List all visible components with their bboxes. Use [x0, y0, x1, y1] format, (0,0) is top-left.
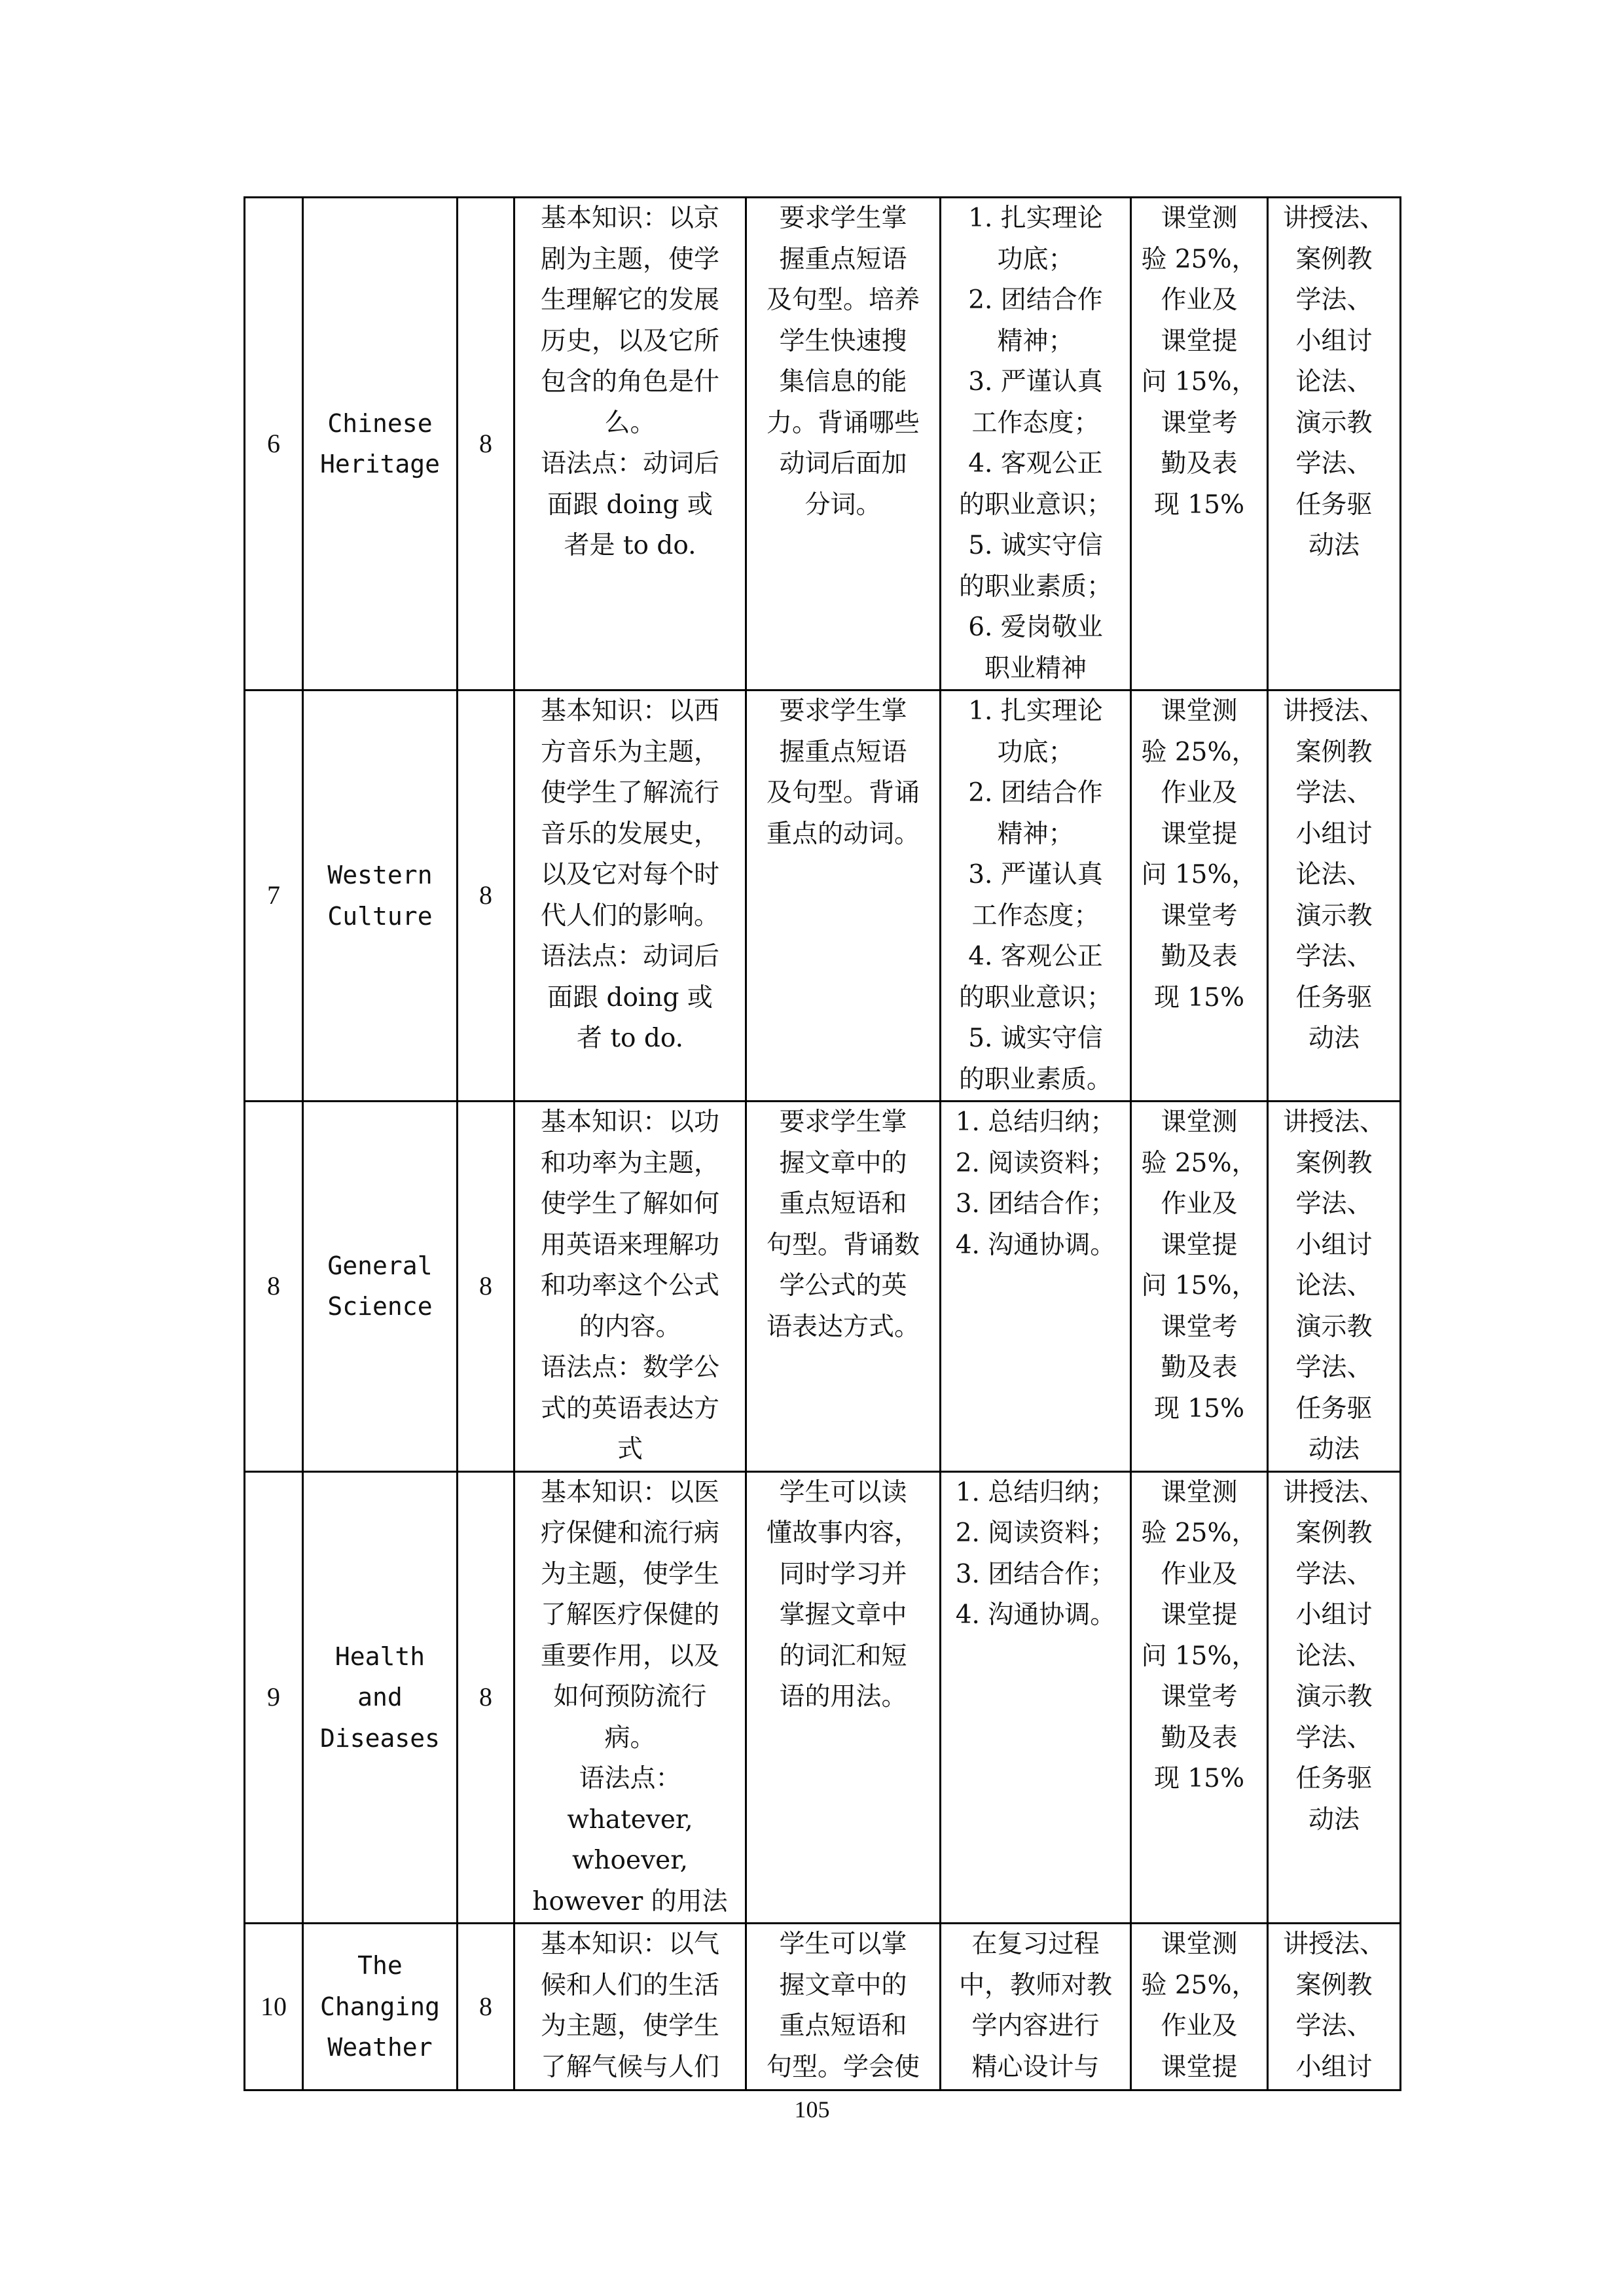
cell-text-line: whatever,: [567, 1804, 693, 1835]
cell-text-line: 了解医疗保健的: [540, 1600, 719, 1630]
cell-text-line: 案例教: [1295, 737, 1373, 767]
cell-text-line: 验 25%，: [1141, 1148, 1257, 1178]
cell-text-line: 课堂测: [1161, 1929, 1238, 1959]
cell-text-line: 动法: [1308, 531, 1360, 560]
content-cell: [514, 1471, 746, 1924]
cell-text-line: 任务驱: [1295, 1393, 1373, 1424]
cell-text-line: 为主题，使学生: [540, 2011, 719, 2041]
cell-text-line: 握重点短语: [779, 737, 907, 767]
cell-text-line: 论法、: [1295, 1271, 1373, 1300]
cell-text-line: 课堂考: [1161, 901, 1238, 931]
cell-text-line: 如何预防流行: [553, 1682, 707, 1712]
cell-text-line: 面跟 doing 或: [547, 982, 713, 1013]
cell-text-line: 3. 严谨认真: [968, 367, 1103, 397]
cell-text-line: The: [357, 1951, 403, 1981]
cell-text-line: 论法、: [1295, 860, 1373, 889]
cell-text-line: 及句型。培养: [766, 285, 920, 315]
unit-title-cell: [303, 1471, 458, 1924]
cell-text-line: 4. 沟通协调。: [955, 1230, 1116, 1260]
cell-text-line: 历史，以及它所: [540, 326, 719, 356]
cell-text: 9: [267, 1682, 280, 1712]
cell-text-line: 精心设计与: [971, 2052, 1100, 2082]
cell-text-line: 的内容。: [579, 1312, 681, 1342]
cell-text-line: 问 15%，: [1141, 1641, 1257, 1671]
cell-text-line: 音乐的发展史，: [540, 819, 719, 849]
cell-text-line: 剧为主题，使学: [540, 244, 719, 274]
cell-text-line: 验 25%，: [1141, 1970, 1257, 2000]
cell-text-line: 案例教: [1295, 1518, 1373, 1548]
cell-text-line: 候和人们的生活: [540, 1970, 719, 2000]
cell-text-line: 学法、: [1295, 942, 1373, 971]
cell-text-line: 演示教: [1295, 408, 1373, 438]
cell-text: 10: [261, 1991, 287, 2021]
cell-text-line: Changing: [319, 1992, 441, 2021]
unit-title-cell: [303, 691, 458, 1102]
cell-text-line: 勤及表: [1161, 1353, 1238, 1382]
cell-text-line: 要求学生掌: [779, 696, 907, 726]
cell-text-line: 演示教: [1295, 1682, 1373, 1712]
cell-text: 8: [479, 1682, 492, 1712]
unit-number-cell: [245, 691, 303, 1102]
hours-cell: [458, 198, 514, 691]
cell-text-line: General: [327, 1251, 433, 1280]
cell-text-line: 4. 客观公正: [968, 942, 1103, 971]
requirements-cell: [746, 1471, 941, 1924]
cell-text-line: 重要作用，以及: [540, 1641, 719, 1671]
unit-number-cell: [245, 1102, 303, 1472]
unit-title-cell: [303, 198, 458, 691]
cell-text-line: 和功率为主题，: [540, 1148, 719, 1178]
cell-text-line: 的职业意识；: [958, 490, 1112, 520]
cell-text-line: 5. 诚实守信: [968, 1024, 1103, 1053]
cell-text-line: 课堂考: [1161, 408, 1238, 438]
cell-text-line: 课堂提: [1161, 819, 1238, 849]
cell-text-line: 1. 扎实理论: [968, 696, 1103, 726]
assessment-cell: [1131, 1102, 1268, 1472]
hours-cell: [458, 1471, 514, 1924]
cell-text-line: 工作态度；: [971, 901, 1100, 931]
cell-text-line: 小组讨: [1295, 326, 1373, 356]
assessment-cell: [1131, 1924, 1268, 2090]
cell-text-line: 式: [617, 1435, 643, 1464]
cell-text-line: 基本知识：以京: [540, 204, 719, 233]
cell-text-line: 学法、: [1295, 1559, 1373, 1589]
cell-text-line: 讲授法、: [1282, 1107, 1385, 1137]
cell-text-line: 2. 阅读资料；: [955, 1148, 1116, 1178]
cell-text-line: 课堂提: [1161, 1230, 1238, 1260]
cell-text-line: 基本知识：以医: [540, 1477, 719, 1507]
cell-text-line: 论法、: [1295, 1641, 1373, 1671]
unit-number-cell: [245, 1471, 303, 1924]
cell-text-line: 者 to do.: [576, 1024, 684, 1053]
cell-text-line: 学内容进行: [971, 2011, 1100, 2041]
cell-text-line: 4. 沟通协调。: [955, 1600, 1116, 1630]
cell-text-line: 重点的动词。: [766, 819, 920, 849]
cell-text-line: 5. 诚实守信: [968, 531, 1103, 560]
cell-text-line: 任务驱: [1295, 1764, 1373, 1793]
cell-text-line: 为主题，使学生: [540, 1559, 719, 1589]
cell-text-line: 学生快速搜: [779, 326, 907, 356]
cell-text-line: 演示教: [1295, 901, 1373, 931]
cell-text-line: 课堂提: [1161, 2052, 1238, 2082]
cell-text-line: 任务驱: [1295, 490, 1373, 520]
cell-text-line: 勤及表: [1161, 1723, 1238, 1753]
table-row: [245, 198, 1401, 691]
unit-title-cell: [303, 1924, 458, 2090]
cell-text-line: 的职业素质。: [958, 1064, 1112, 1094]
cell-text-line: 讲授法、: [1282, 696, 1385, 726]
cell-text-line: 课堂测: [1161, 1107, 1238, 1137]
cell-text-line: 么。: [604, 408, 656, 438]
cell-text-line: 语法点：动词后: [540, 942, 719, 971]
cell-text-line: 式的英语表达方: [540, 1393, 719, 1424]
cell-text-line: 同时学习并: [779, 1559, 907, 1589]
cell-text: 8: [479, 880, 492, 910]
cell-text-line: 讲授法、: [1282, 1929, 1385, 1959]
cell-text-line: 学法、: [1295, 449, 1373, 478]
hours-cell: [458, 1924, 514, 2090]
cell-text-line: 3. 团结合作；: [955, 1559, 1116, 1589]
cell-text-line: however 的用法: [532, 1886, 728, 1916]
cell-text-line: 学法、: [1295, 1353, 1373, 1382]
content-cell: [514, 1102, 746, 1472]
cell-text-line: 课堂考: [1161, 1312, 1238, 1342]
table-row: [245, 691, 1401, 1102]
cell-text-line: whoever,: [572, 1846, 688, 1875]
cell-text-line: 验 25%，: [1141, 1518, 1257, 1548]
cell-text: 8: [479, 1991, 492, 2021]
cell-text-line: 作业及: [1161, 1189, 1238, 1219]
cell-text-line: Diseases: [319, 1723, 441, 1753]
assessment-cell: [1131, 198, 1268, 691]
cell-text-line: 疗保健和流行病: [540, 1518, 719, 1548]
teaching-methods-cell: [1268, 1471, 1401, 1924]
cell-text-line: 6. 爱岗敬业: [968, 613, 1103, 642]
cell-text-line: 句型。背诵数: [766, 1230, 920, 1260]
table-body: [245, 198, 1401, 2090]
quality-goals-cell: [941, 691, 1131, 1102]
teaching-methods-cell: [1268, 198, 1401, 691]
cell-text: 8: [267, 1271, 280, 1300]
cell-text-line: 者是 to do.: [564, 531, 696, 560]
cell-text-line: 职业精神: [984, 653, 1087, 683]
cell-text-line: 3. 团结合作；: [955, 1189, 1116, 1219]
cell-text-line: 2. 阅读资料；: [955, 1518, 1116, 1548]
cell-text-line: 1. 扎实理论: [968, 204, 1103, 233]
cell-text-line: 使学生了解如何: [540, 1189, 719, 1219]
cell-text-line: 2. 团结合作: [968, 285, 1103, 315]
cell-text-line: 现 15%: [1153, 1764, 1245, 1793]
cell-text-line: Weather: [327, 2033, 433, 2062]
cell-text-line: 工作态度；: [971, 408, 1100, 438]
page-number: 105: [794, 2096, 830, 2123]
cell-text-line: 语法点：数学公: [540, 1353, 719, 1382]
cell-text-line: 用英语来理解功: [540, 1230, 719, 1260]
cell-text-line: 验 25%，: [1141, 737, 1257, 767]
cell-text-line: and: [357, 1683, 403, 1712]
cell-text-line: 演示教: [1295, 1312, 1373, 1342]
cell-text-line: Western: [327, 861, 433, 889]
cell-text-line: 功底；: [997, 244, 1074, 274]
quality-goals-cell: [941, 198, 1131, 691]
cell-text-line: 2. 团结合作: [968, 778, 1103, 808]
cell-text-line: 学生可以掌: [779, 1929, 907, 1959]
cell-text-line: Culture: [327, 901, 433, 931]
cell-text-line: 生理解它的发展: [540, 285, 719, 315]
cell-text-line: Chinese: [327, 408, 433, 438]
cell-text-line: 力。背诵哪些: [766, 408, 920, 438]
unit-number-cell: [245, 198, 303, 691]
cell-text-line: 案例教: [1295, 1970, 1373, 2000]
cell-text-line: 以及它对每个时: [540, 860, 719, 889]
quality-goals-cell: [941, 1471, 1131, 1924]
cell-text-line: 学法、: [1295, 2011, 1373, 2041]
teaching-methods-cell: [1268, 1924, 1401, 2090]
cell-text-line: 及句型。背诵: [766, 778, 920, 808]
cell-text-line: 动法: [1308, 1435, 1360, 1464]
cell-text-line: 现 15%: [1153, 1393, 1245, 1424]
cell-text-line: 要求学生掌: [779, 204, 907, 233]
cell-text-line: 问 15%，: [1141, 860, 1257, 889]
cell-text-line: 1. 总结归纳；: [955, 1107, 1116, 1137]
cell-text-line: 讲授法、: [1282, 1477, 1385, 1507]
cell-text-line: 面跟 doing 或: [547, 490, 713, 520]
quality-goals-cell: [941, 1924, 1131, 2090]
cell-text-line: 语法点：: [579, 1764, 681, 1793]
cell-text: 8: [479, 428, 492, 458]
cell-text-line: 3. 严谨认真: [968, 860, 1103, 889]
cell-text-line: 小组讨: [1295, 1230, 1373, 1260]
requirements-cell: [746, 1924, 941, 2090]
cell-text-line: 分词。: [804, 490, 882, 520]
content-cell: [514, 691, 746, 1102]
cell-text-line: 重点短语和: [779, 2011, 907, 2041]
unit-number-cell: [245, 1924, 303, 2090]
cell-text-line: 方音乐为主题，: [540, 737, 719, 767]
teaching-methods-cell: [1268, 1102, 1401, 1472]
cell-text-line: 小组讨: [1295, 2052, 1373, 2082]
cell-text-line: 勤及表: [1161, 942, 1238, 971]
cell-text-line: 的职业素质；: [958, 571, 1112, 601]
cell-text-line: Science: [327, 1292, 433, 1321]
cell-text-line: Heritage: [319, 450, 441, 478]
requirements-cell: [746, 198, 941, 691]
cell-text-line: 学法、: [1295, 1189, 1373, 1219]
cell-text-line: 课堂提: [1161, 326, 1238, 356]
cell-text-line: 案例教: [1295, 1148, 1373, 1178]
cell-text-line: 作业及: [1161, 2011, 1238, 2041]
cell-text-line: 问 15%，: [1141, 1271, 1257, 1300]
cell-text-line: 在复习过程: [971, 1929, 1100, 1959]
cell-text-line: 任务驱: [1295, 982, 1373, 1013]
cell-text-line: 基本知识：以西: [540, 696, 719, 726]
cell-text-line: 语的用法。: [779, 1682, 907, 1712]
cell-text-line: 掌握文章中: [779, 1600, 907, 1630]
cell-text-line: 动法: [1308, 1804, 1360, 1835]
cell-text-line: 小组讨: [1295, 819, 1373, 849]
requirements-cell: [746, 691, 941, 1102]
cell-text-line: 重点短语和: [779, 1189, 907, 1219]
cell-text-line: 握文章中的: [779, 1148, 907, 1178]
cell-text-line: 动词后面加: [779, 449, 907, 478]
quality-goals-cell: [941, 1102, 1131, 1472]
cell-text-line: 课堂提: [1161, 1600, 1238, 1630]
cell-text-line: 现 15%: [1153, 982, 1245, 1013]
cell-text-line: 1. 总结归纳；: [955, 1477, 1116, 1507]
cell-text-line: 中，教师对教: [958, 1970, 1112, 2000]
content-cell: [514, 1924, 746, 2090]
cell-text-line: 验 25%，: [1141, 244, 1257, 274]
cell-text-line: 小组讨: [1295, 1600, 1373, 1630]
cell-text-line: 问 15%，: [1141, 367, 1257, 397]
cell-text-line: 现 15%: [1153, 490, 1245, 520]
cell-text-line: 要求学生掌: [779, 1107, 907, 1137]
cell-text-line: 学法、: [1295, 778, 1373, 808]
requirements-cell: [746, 1102, 941, 1472]
cell-text-line: 语法点：动词后: [540, 449, 719, 478]
cell-text-line: 作业及: [1161, 1559, 1238, 1589]
cell-text-line: 句型。学会使: [766, 2052, 920, 2082]
cell-text-line: 懂故事内容，: [766, 1518, 920, 1548]
cell-text-line: 病。: [604, 1723, 656, 1753]
cell-text-line: 和功率这个公式: [540, 1271, 719, 1300]
cell-text-line: 案例教: [1295, 244, 1373, 274]
table-row: [245, 1924, 1401, 2090]
cell-text-line: 基本知识：以气: [540, 1929, 719, 1959]
cell-text-line: 了解气候与人们: [540, 2052, 719, 2082]
cell-text-line: 的职业意识；: [958, 982, 1112, 1013]
cell-text-line: 论法、: [1295, 367, 1373, 397]
cell-text-line: 基本知识：以功: [540, 1107, 719, 1137]
assessment-cell: [1131, 691, 1268, 1102]
course-schedule-table: [244, 196, 1401, 2091]
cell-text-line: 包含的角色是什: [540, 367, 719, 397]
cell-text-line: 课堂测: [1161, 696, 1238, 726]
hours-cell: [458, 1102, 514, 1472]
cell-text-line: 作业及: [1161, 285, 1238, 315]
cell-text-line: 讲授法、: [1282, 204, 1385, 233]
cell-text-line: 学生可以读: [779, 1477, 907, 1507]
cell-text-line: 精神；: [997, 326, 1074, 356]
teaching-methods-cell: [1268, 691, 1401, 1102]
table-row: [245, 1471, 1401, 1924]
cell-text: 6: [267, 428, 280, 458]
cell-text-line: Health: [334, 1641, 425, 1671]
content-cell: [514, 198, 746, 691]
cell-text-line: 握文章中的: [779, 1970, 907, 2000]
cell-text-line: 课堂测: [1161, 204, 1238, 233]
hours-cell: [458, 691, 514, 1102]
unit-title-cell: [303, 1102, 458, 1472]
table-row: [245, 1102, 1401, 1472]
cell-text-line: 勤及表: [1161, 449, 1238, 478]
cell-text-line: 语表达方式。: [766, 1312, 920, 1342]
cell-text-line: 代人们的影响。: [540, 901, 719, 931]
cell-text-line: 握重点短语: [779, 244, 907, 274]
cell-text-line: 动法: [1308, 1024, 1360, 1053]
cell-text-line: 作业及: [1161, 778, 1238, 808]
cell-text-line: 课堂考: [1161, 1682, 1238, 1712]
cell-text-line: 学法、: [1295, 1723, 1373, 1753]
cell-text-line: 的词汇和短: [779, 1641, 907, 1671]
cell-text: 8: [479, 1271, 492, 1300]
cell-text-line: 精神；: [997, 819, 1074, 849]
cell-text-line: 使学生了解流行: [540, 778, 719, 808]
cell-text-line: 功底；: [997, 737, 1074, 767]
cell-text-line: 学公式的英: [779, 1271, 907, 1300]
cell-text-line: 4. 客观公正: [968, 449, 1103, 478]
cell-text-line: 课堂测: [1161, 1477, 1238, 1507]
cell-text-line: 集信息的能: [779, 367, 907, 397]
assessment-cell: [1131, 1471, 1268, 1924]
cell-text-line: 学法、: [1295, 285, 1373, 315]
cell-text: 7: [267, 880, 280, 910]
